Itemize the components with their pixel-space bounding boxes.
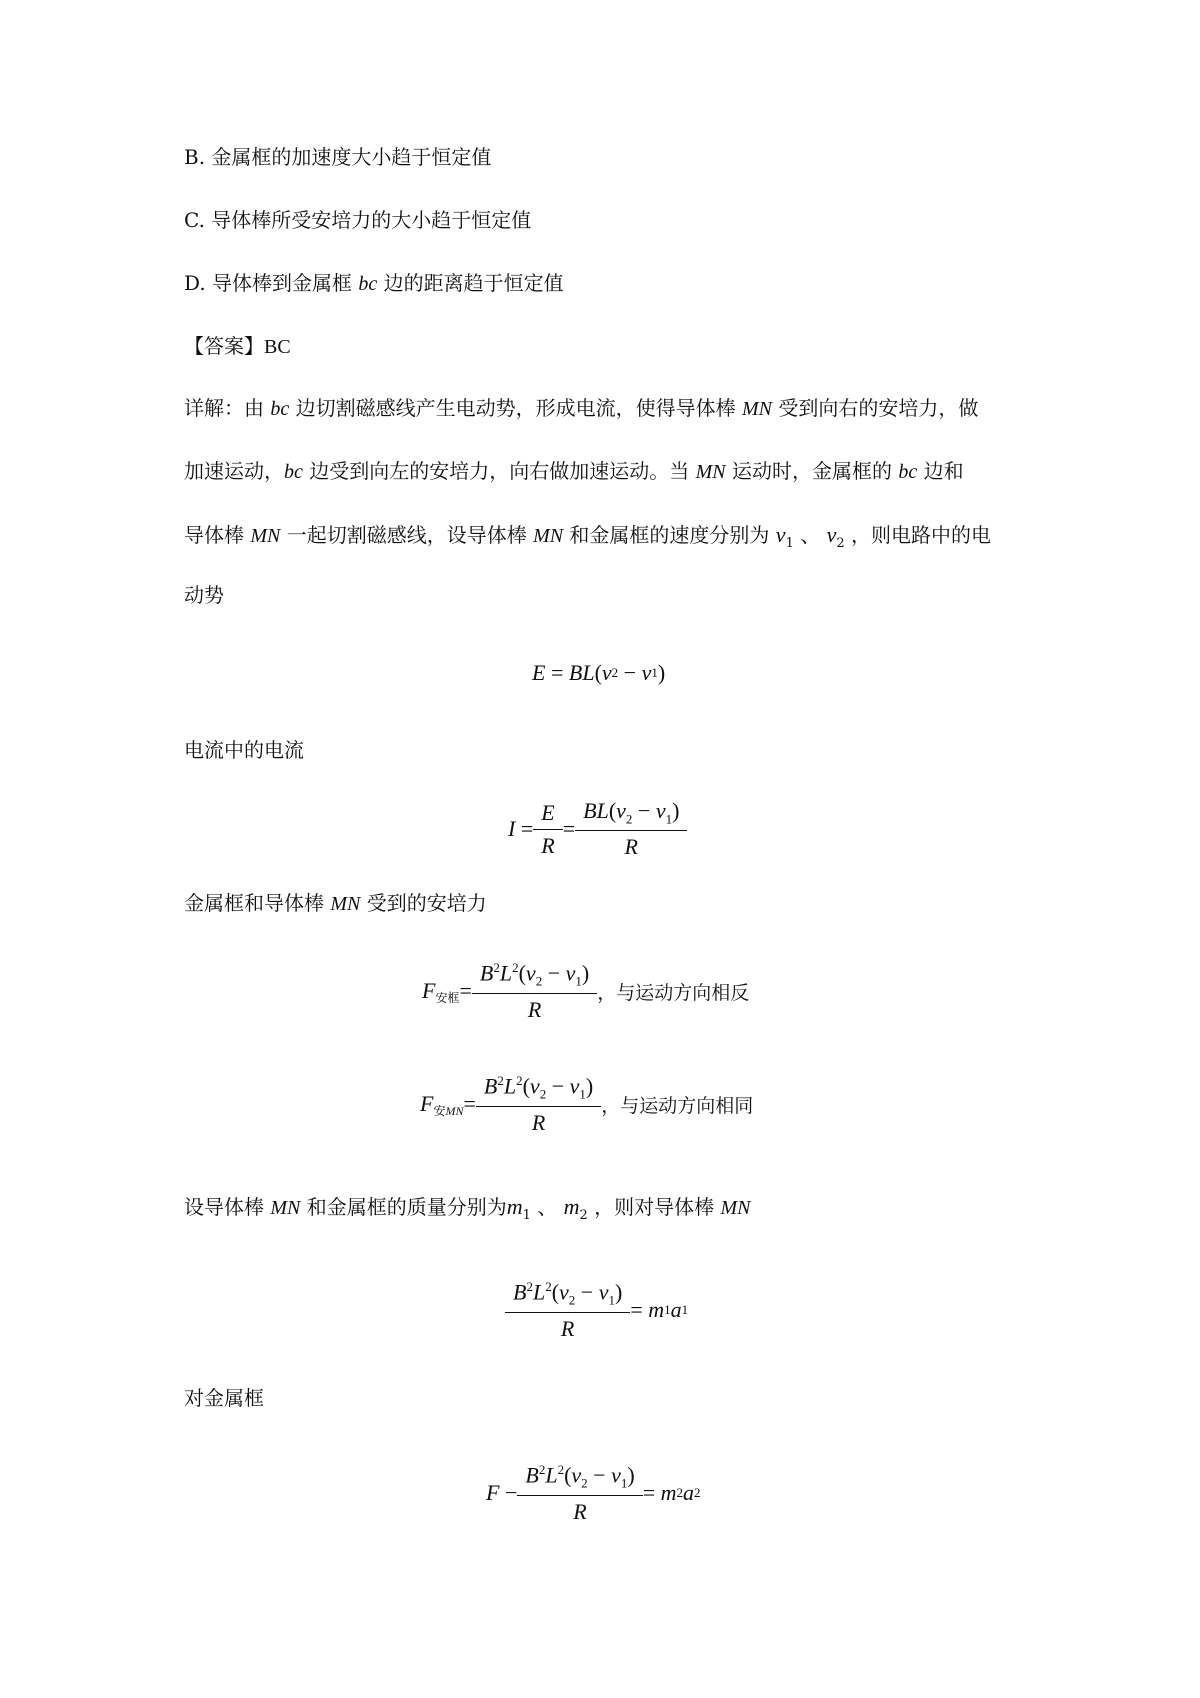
force-rod-equation: F 安MN = $\frac{B^2L^2(v_2 - v_1)}{R}$ ，与运动方向相同	[420, 1073, 754, 1135]
current-equation: I = $\frac{E}{R}$ = $\frac{BL(v_2 - v_1)}{R}$	[508, 798, 687, 860]
explain-line-1: 详解：由 bc 边切割磁感线产生电动势，形成电流，使得导体棒 MN 受到向右的安培力，做	[184, 396, 979, 420]
frame-label: 对金属框	[184, 1386, 264, 1410]
current-label: 电流中的电流	[184, 738, 304, 762]
option-b: B. 金属框的加速度大小趋于恒定值	[184, 145, 492, 169]
rod-newton-equation: $\frac{B^2L^2(v_2 - v_1)}{R}$ = m 1 a 1	[505, 1279, 688, 1342]
force-label: 金属框和导体棒 MN 受到的安培力	[184, 891, 487, 915]
answer-label: 【答案】	[184, 334, 264, 358]
option-d: D. 导体棒到金属框 bc 边的距离趋于恒定值	[184, 271, 564, 295]
force-frame-equation: F 安框 = $\frac{B^2L^2(v_2 - v_1)}{R}$ ，与运动方向相反	[422, 960, 750, 1022]
mass-line: 设导体棒 MN 和金属框的质量分别为$m_1$ 、 $m_2$ ，则对导体棒 MN	[184, 1194, 751, 1223]
explain-line-3: 导体棒 MN 一起切割磁感线，设导体棒 MN 和金属框的速度分别为 $v_1$ 、 $v_2$ ，则电路中的电	[184, 522, 991, 551]
answer-line	[184, 336, 291, 357]
answer-value: BC	[264, 336, 291, 358]
explain-line-2: 加速运动，bc 边受到向左的安培力，向右做加速运动。当 MN 运动时，金属框的 bc 边和	[184, 459, 964, 483]
option-c: C. 导体棒所受安培力的大小趋于恒定值	[184, 208, 532, 232]
frame-newton-equation: F − $\frac{B^2L^2(v_2 - v_1)}{R}$ = m 2 a 2	[486, 1462, 701, 1524]
emf-equation: E = BL ( v 2 − v 1 )	[532, 660, 666, 685]
explain-line-4: 动势	[184, 583, 224, 607]
